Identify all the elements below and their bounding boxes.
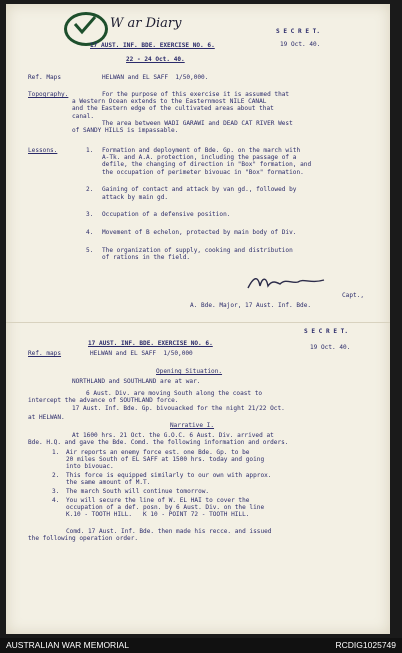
order-line: the same amount of M.T. (66, 479, 151, 487)
ref-maps-text-2: HELWAN and EL SAFF 1/50,000 (90, 350, 193, 357)
footer-source: AUSTRALIAN WAR MEMORIAL (6, 640, 129, 650)
document-date: 19 Oct. 40. (280, 41, 321, 48)
topography-line: For the purpose of this exercise it is assumed that (102, 91, 290, 98)
ref-maps-text: HELWAN and EL SAFF 1/50,000. (102, 74, 209, 81)
secret-label: S E C R E T. (276, 28, 321, 35)
lesson-line: attack by main gd. (102, 193, 169, 201)
page-fold-line (6, 322, 390, 323)
exercise-dates: 22 - 24 Oct. 40. (126, 56, 185, 63)
lesson-number: 2. (86, 186, 94, 194)
topography-line: a Western Ocean extends to the Easternmost NILE CANAL (72, 98, 267, 106)
lesson-number: 4. (86, 228, 94, 236)
lesson-line: Movement of B echelon, protected by main body of Div. (102, 228, 297, 236)
order-number: 4. (52, 496, 60, 504)
signature-rank: Capt., (342, 292, 365, 299)
topography-label: Topography. (28, 91, 69, 98)
order-line: occupation of a def. posn. by 6 Aust. Div. on the line (66, 503, 265, 511)
order-line: into bivouac. (66, 463, 114, 471)
lesson-line: The organization of supply, cooking and distribution (102, 246, 293, 254)
signature-title: A. Bde. Major, 17 Aust. Inf. Bde. (190, 302, 312, 309)
footer-reference-id: RCDIG1025749 (335, 640, 396, 650)
exercise-title-2: 17 AUST. INF. BDE. EXERCISE NO. 6. (88, 340, 213, 347)
order-line: You will secure the line of W. EL HAI to cover the (66, 496, 250, 504)
opening-line: at HELWAN. (28, 414, 65, 421)
handwritten-note: W ar Diary (110, 16, 182, 31)
topography-line: The area between WADI GARAWI and DEAD CAT RIVER West (102, 119, 293, 127)
lesson-line: A-Tk. and A.A. protection, including the passage of a (102, 154, 297, 162)
archive-footer (0, 638, 402, 653)
order-line: This force is equipped similarly to our own with approx. (66, 472, 272, 480)
topography-line: canal. (72, 112, 95, 120)
topography-line: of SANDY HILLS is impassable. (72, 127, 179, 134)
narrative-line: At 1600 hrs. 21 Oct. the G.O.C. 6 Aust. Div. arrived at (72, 432, 274, 439)
narrative-title: Narrative I. (170, 422, 215, 429)
lessons-label: Lessons. (28, 147, 58, 154)
closing-line: the following operation order. (28, 535, 139, 543)
narrative-line: Bde. H.Q. and gave the Bde. Comd. the following information and orders. (28, 439, 289, 447)
opening-line: NORTHLAND and SOUTHLAND are at war. (72, 378, 201, 385)
order-line: 20 miles South of EL SAFF at 1500 hrs. today and going (66, 456, 265, 464)
lesson-line: defile, the changing of direction in "Box" formation, and (102, 161, 312, 169)
opening-line: intercept the advance of SOUTHLAND force. (28, 397, 179, 404)
closing-line: Comd. 17 Aust. Inf. Bde. then made his recce. and issued (66, 528, 272, 535)
order-number: 1. (52, 449, 60, 456)
order-number: 2. (52, 472, 60, 480)
order-line: K.10 - TOOTH HILL. K 10 - POINT 72 - TOOTH HILL. (66, 511, 250, 519)
document-date-2: 19 Oct. 40. (310, 344, 351, 351)
lesson-line: the occupation of perimeter bivouac in "Box" formation. (102, 168, 304, 176)
order-line: Air reports an enemy force est. one Bde. Gp. to be (66, 449, 250, 456)
signature-scribble (246, 272, 326, 294)
lesson-number: 3. (86, 211, 94, 219)
lesson-line: of rations in the field. (102, 253, 191, 261)
order-number: 3. (52, 488, 60, 495)
topography-line: and the Eastern edge of the cultivated areas about that (72, 105, 274, 113)
secret-label-2: S E C R E T. (304, 328, 349, 335)
lesson-number: 5. (86, 246, 94, 254)
ref-maps-label-2: Ref. maps (28, 350, 62, 357)
order-line: The march South will continue tomorrow. (66, 488, 210, 495)
lesson-line: Formation and deployment of Bde. Gp. on the march with (102, 147, 301, 154)
opening-line: 17 Aust. Inf. Bde. Gp. bivouacked for the night 21/22 Oct. (72, 405, 285, 412)
document-page (6, 4, 390, 634)
green-tick-mark (64, 12, 108, 46)
opening-line: 6 Aust. Div. are moving South along the coast to (86, 390, 263, 397)
lesson-line: Occupation of a defensive position. (102, 211, 231, 219)
ref-maps-label: Ref. Maps (28, 74, 62, 81)
lesson-line: Gaining of contact and attack by van gd., followed by (102, 186, 297, 194)
lesson-number: 1. (86, 147, 94, 154)
opening-situation-title: Opening Situation. (156, 368, 223, 375)
exercise-title: 17 AUST. INF. BDE. EXERCISE NO. 6. (90, 42, 215, 49)
